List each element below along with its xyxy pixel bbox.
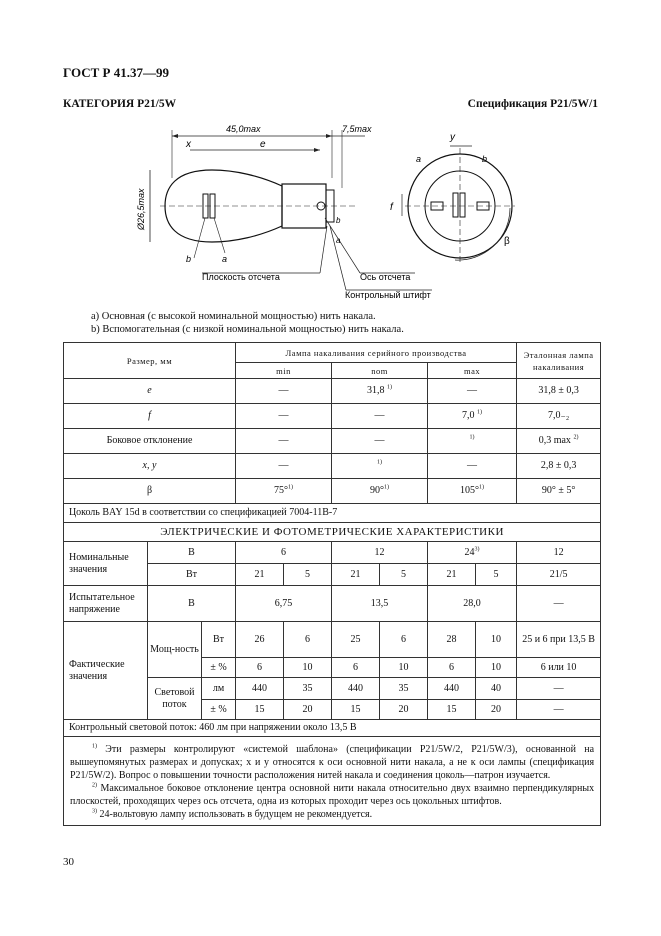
table-row: β 75°$^{1)}$ 90°$^{1)}$ 105°$^{1)}$ 90° ± 5°	[64, 479, 601, 504]
footnote-2: Максимальное боковое отклонение центра основной нити накала относительно двух взаимно перпендикулярных плоскостей, проходящих через ось отсчета, одна из которых проходит через ось цокольных штифтов.	[70, 783, 595, 807]
label-x: x	[186, 139, 191, 150]
label-b-cap: b	[336, 216, 341, 225]
label-a: a	[222, 254, 228, 264]
label-b: b	[186, 254, 192, 264]
table-row: f — — 7,0 $^{1)}$ 7,0₋₂	[64, 404, 601, 429]
test-voltage-label: Испытательное напряжение	[64, 586, 148, 622]
cap-row: Цоколь BAY 15d в соответствии со спецификацией 7004-11В-7	[64, 504, 601, 523]
footnotes: $^{1)}$ Эти размеры контролируют «системой шаблона» (спецификации P21/5W/2, P21/5W/3), основанной на вышеупомянутых размерах и допусках; x и y относятся к оси основной нити накала, а не к оси лампы (спецификация P21/5W/2). Вопрос о повышении точности расположения нитей накала и соединения цоколь—патрон изучается. $^{2)}$ Максимальное боковое отклонение центра основной нити накала относительно двух взаимно перпендикулярных плоскостей, проходящих через ось отсчета, одна из которых проходит через ось цокольных штифтов. $^{3)}$ 24-вольтовую лампу использовать в будущем не рекомендуется.	[64, 737, 601, 826]
label-f: f	[390, 202, 393, 213]
table-row: x, y — $^{1)}$ — 2,8 ± 0,3	[64, 454, 601, 479]
label-y: y	[450, 132, 455, 143]
min-header: min	[236, 363, 332, 379]
standard-title: ГОСТ Р 41.37—99	[63, 65, 169, 80]
nom-header: nom	[332, 363, 428, 379]
label-b-end: b	[482, 154, 488, 164]
label-a-end: a	[416, 154, 422, 164]
spec-title: Спецификация P21/5W/1	[467, 98, 598, 110]
footnote-1: Эти размеры контролируют «системой шаблона» (спецификации P21/5W/2, P21/5W/3), основанной на вышеупомянутых размерах и допусках; x и y относятся к оси основной нити накала, а не к оси лампы (спецификация P21/5W/2). Вопрос о повышении точности расположения нитей накала и соединения цоколь—патрон изучается.	[70, 744, 595, 781]
note-a: а) Основная (с высокой номинальной мощностью) нить накала.	[91, 311, 376, 322]
control-flux: Контрольный световой поток: 460 лм при напряжении около 13,5 В	[64, 720, 601, 737]
dim-total-label: 45,0max	[226, 124, 261, 134]
dim-side-label: 7,5max	[342, 124, 372, 134]
ref-header: Эталонная лампа накаливания	[517, 343, 601, 379]
el-title: ЭЛЕКТРИЧЕСКИЕ И ФОТОМЕТРИЧЕСКИЕ ХАРАКТЕРИСТИКИ	[64, 523, 601, 542]
lamp-drawing	[120, 118, 540, 300]
footnote-3: 24-вольтовую лампу использовать в будущем не рекомендуется.	[99, 809, 373, 820]
control-pin-label: Контрольный штифт	[345, 290, 431, 300]
spec-table: Размер, мм Лампа накаливания серийного производства Эталонная лампа накаливания min nom max e — 31,8 $^{1)}$ — 31,8 ± 0,3 f — — 7,0 $^{1)}$ 7,0₋₂ Боковое отклонение — — $^{1)}$ 0,3 max $^{2)}$ x, y — $^{1)}$ — 2,8 ± 0,3 β 75°$^{1)}$ 90°$^{1)}$ 105°$^{1)}$ 90° ± 5° Цоколь BAY 15d в соответствии со спецификацией 7004-11В-7 ЭЛЕКТРИЧЕСКИЕ И ФОТОМЕТРИЧЕСКИЕ ХАРАКТЕРИСТИКИ Номинальные значения В 6 12 24$^{3)}$ 12 Вт 21 5 21 5 21 5 21/5 Испытательное напряжение В 6,75 13,5 28,0 — Фактические значения Мощ-ность Вт 26 6 25 6 28 10 25 и 6 при 13,5 В ± % 6 10 6 10 6 10 6 или 10 Световой поток лм 440 35 440 35 440 40 — ± % 15 20 15 20 15 20 — Контрольный световой поток: 460 лм при напряжении около 13,5 В $^{1)}$ Эти размеры контролируют «системой шаблона» (спецификации P21/5W/2, P21/5W/3), основанной на вышеупомянутых размерах и допусках; x и y относятся к оси основной нити накала, а не к оси лампы (спецификация P21/5W/2). Вопрос о повышении точности расположения нитей накала и соединения цоколь—патрон изучается. $^{2)}$ Максимальное боковое отклонение центра основной нити накала относительно двух взаимно перпендикулярных плоскостей, проходящих через ось отсчета, одна из которых проходит через ось цокольных штифтов. $^{3)}$ 24-вольтовую лампу использовать в будущем не рекомендуется.	[63, 342, 601, 826]
ref-plane-label: Плоскость отсчета	[202, 272, 280, 282]
max-header: max	[428, 363, 517, 379]
nominal-label: Номинальные значения	[64, 542, 148, 586]
ref-axis-label: Ось отсчета	[360, 272, 411, 282]
label-a-cap: a	[336, 236, 341, 245]
flux-label: Световой поток	[148, 678, 202, 720]
table-row: e — 31,8 $^{1)}$ — 31,8 ± 0,3	[64, 379, 601, 404]
table-row: Боковое отклонение — — $^{1)}$ 0,3 max $^{2)}$	[64, 429, 601, 454]
note-b: b) Вспомогательная (с низкой номинальной мощностью) нить накала.	[91, 324, 404, 335]
label-beta: β	[504, 236, 510, 247]
page-number: 30	[63, 856, 74, 868]
dim-diameter-label: Ø26,5max	[136, 188, 146, 230]
size-header: Размер, мм	[64, 343, 236, 379]
label-e: e	[260, 139, 266, 150]
actual-label: Фактические значения	[64, 622, 148, 720]
category-title: КАТЕГОРИЯ P21/5W	[63, 98, 177, 110]
serial-header: Лампа накаливания серийного производства	[236, 343, 517, 363]
power-label: Мощ-ность	[148, 622, 202, 678]
